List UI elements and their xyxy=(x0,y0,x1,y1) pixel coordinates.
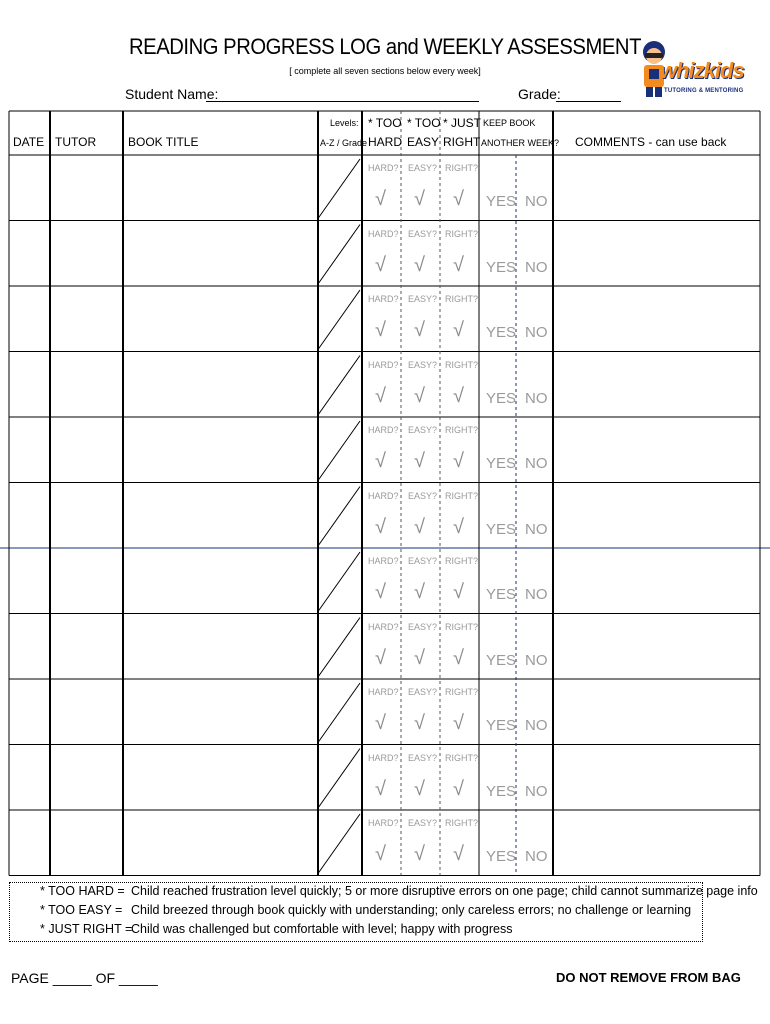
col-header-keep-book: KEEP BOOK xyxy=(483,118,536,128)
keep-book-yes[interactable]: YES xyxy=(486,520,517,538)
too-hard-checkbox[interactable]: √ xyxy=(375,450,386,472)
too-easy-checkbox[interactable]: √ xyxy=(414,384,425,407)
too-easy-label: EASY? xyxy=(408,621,438,632)
page-subtitle: [ complete all seven sections below every week] xyxy=(289,66,481,76)
too-easy-checkbox[interactable]: √ xyxy=(414,581,425,603)
too-hard-checkbox[interactable]: √ xyxy=(375,319,386,341)
too-easy-label: EASY? xyxy=(408,556,438,566)
col-header-too-easy-2: EASY xyxy=(407,135,440,149)
too-easy-label: EASY? xyxy=(408,228,438,239)
col-header-too-hard-2: HARD xyxy=(368,135,403,149)
too-easy-label: EASY? xyxy=(408,687,438,697)
too-hard-checkbox[interactable]: √ xyxy=(375,843,386,865)
col-header-comments: COMMENTS - can use back xyxy=(575,135,727,149)
too-hard-checkbox[interactable]: √ xyxy=(375,581,386,603)
too-easy-checkbox[interactable]: √ xyxy=(414,843,425,865)
legend-too-hard-key: * TOO HARD = xyxy=(40,884,125,898)
col-header-another-week: ANOTHER WEEK? xyxy=(481,138,560,148)
too-hard-label: HARD? xyxy=(368,359,399,370)
just-right-checkbox[interactable]: √ xyxy=(453,712,464,734)
too-hard-label: HARD? xyxy=(368,228,399,239)
bag-notice: DO NOT REMOVE FROM BAG xyxy=(556,970,741,985)
just-right-label: RIGHT? xyxy=(445,621,479,632)
too-easy-checkbox[interactable]: √ xyxy=(414,515,425,538)
keep-book-yes[interactable]: YES xyxy=(486,389,517,407)
col-header-just-right-1: * JUST xyxy=(443,116,482,130)
just-right-checkbox[interactable]: √ xyxy=(453,450,464,472)
col-header-levels: Levels: xyxy=(330,118,359,128)
keep-book-no[interactable]: NO xyxy=(525,389,548,407)
keep-book-yes[interactable]: YES xyxy=(486,586,517,603)
just-right-checkbox[interactable]: √ xyxy=(453,581,464,603)
too-easy-checkbox[interactable]: √ xyxy=(414,450,425,472)
too-easy-checkbox[interactable]: √ xyxy=(414,188,425,210)
legend-just-right-key: * JUST RIGHT = xyxy=(40,922,133,936)
too-easy-checkbox[interactable]: √ xyxy=(414,712,425,734)
too-hard-label: HARD? xyxy=(368,818,399,828)
logo-word: whizkids xyxy=(660,58,744,83)
just-right-checkbox[interactable]: √ xyxy=(453,646,464,669)
keep-book-no[interactable]: NO xyxy=(525,717,548,734)
just-right-label: RIGHT? xyxy=(445,425,479,435)
keep-book-yes[interactable]: YES xyxy=(486,324,517,341)
too-hard-checkbox[interactable]: √ xyxy=(375,515,386,538)
keep-book-yes[interactable]: YES xyxy=(486,193,517,210)
too-hard-checkbox[interactable]: √ xyxy=(375,777,386,800)
just-right-label: RIGHT? xyxy=(445,163,479,173)
just-right-label: RIGHT? xyxy=(445,490,479,501)
too-easy-label: EASY? xyxy=(408,359,438,370)
keep-book-yes[interactable]: YES xyxy=(486,848,517,865)
legend-too-easy-key: * TOO EASY = xyxy=(40,903,123,917)
too-hard-checkbox[interactable]: √ xyxy=(375,712,386,734)
too-easy-checkbox[interactable]: √ xyxy=(414,646,425,669)
just-right-label: RIGHT? xyxy=(445,687,479,697)
legend-too-easy-text: Child breezed through book quickly with understanding; only careless errors; no challenge or learning xyxy=(131,903,692,917)
keep-book-no[interactable]: NO xyxy=(525,193,548,210)
too-easy-checkbox[interactable]: √ xyxy=(414,253,425,276)
just-right-checkbox[interactable]: √ xyxy=(453,843,464,865)
just-right-label: RIGHT? xyxy=(445,818,479,828)
too-hard-label: HARD? xyxy=(368,294,399,304)
too-hard-label: HARD? xyxy=(368,425,399,435)
col-header-levels-scale: A-Z / Grade xyxy=(320,138,368,148)
just-right-checkbox[interactable]: √ xyxy=(453,384,464,407)
too-hard-checkbox[interactable]: √ xyxy=(375,188,386,210)
just-right-checkbox[interactable]: √ xyxy=(453,319,464,341)
just-right-checkbox[interactable]: √ xyxy=(453,253,464,276)
too-hard-label: HARD? xyxy=(368,687,399,697)
too-hard-checkbox[interactable]: √ xyxy=(375,646,386,669)
just-right-checkbox[interactable]: √ xyxy=(453,515,464,538)
too-hard-checkbox[interactable]: √ xyxy=(375,253,386,276)
keep-book-yes[interactable]: YES xyxy=(486,651,517,669)
col-header-date: DATE xyxy=(13,135,45,149)
keep-book-yes[interactable]: YES xyxy=(486,782,517,800)
just-right-checkbox[interactable]: √ xyxy=(453,188,464,210)
col-header-just-right-2: RIGHT xyxy=(443,135,481,149)
col-header-tutor: TUTOR xyxy=(55,135,97,149)
student-name-label: Student Name: xyxy=(125,86,219,102)
too-easy-label: EASY? xyxy=(408,490,438,501)
page-title: READING PROGRESS LOG and WEEKLY ASSESSMENT xyxy=(129,34,641,59)
just-right-checkbox[interactable]: √ xyxy=(453,777,464,800)
just-right-label: RIGHT? xyxy=(445,228,479,239)
just-right-label: RIGHT? xyxy=(445,359,479,370)
too-easy-label: EASY? xyxy=(408,425,438,435)
keep-book-no[interactable]: NO xyxy=(525,848,548,865)
just-right-label: RIGHT? xyxy=(445,556,479,566)
too-easy-label: EASY? xyxy=(408,752,438,763)
keep-book-yes[interactable]: YES xyxy=(486,258,517,276)
keep-book-no[interactable]: NO xyxy=(525,782,548,800)
legend-just-right-text: Child was challenged but comfortable with level; happy with progress xyxy=(131,922,513,936)
keep-book-yes[interactable]: YES xyxy=(486,455,517,472)
just-right-label: RIGHT? xyxy=(445,752,479,763)
keep-book-no[interactable]: NO xyxy=(525,586,548,603)
col-header-too-easy-1: * TOO xyxy=(407,116,441,130)
keep-book-no[interactable]: NO xyxy=(525,455,548,472)
page-number-field[interactable]: PAGE _____ OF _____ xyxy=(11,970,158,986)
col-header-too-hard-1: * TOO xyxy=(368,116,402,130)
keep-book-no[interactable]: NO xyxy=(525,651,548,669)
logo-tagline: TUTORING & MENTORING xyxy=(664,88,744,94)
just-right-label: RIGHT? xyxy=(445,294,479,304)
grade-label: Grade: xyxy=(518,86,561,102)
keep-book-no[interactable]: NO xyxy=(525,258,548,276)
too-hard-label: HARD? xyxy=(368,621,399,632)
too-easy-label: EASY? xyxy=(408,163,438,173)
too-hard-checkbox[interactable]: √ xyxy=(375,384,386,407)
too-hard-label: HARD? xyxy=(368,163,399,173)
too-hard-label: HARD? xyxy=(368,752,399,763)
too-hard-label: HARD? xyxy=(368,490,399,501)
keep-book-yes[interactable]: YES xyxy=(486,717,517,734)
too-hard-label: HARD? xyxy=(368,556,399,566)
col-header-book-title: BOOK TITLE xyxy=(128,135,199,149)
too-easy-label: EASY? xyxy=(408,818,438,828)
too-easy-checkbox[interactable]: √ xyxy=(414,777,425,800)
legend-too-hard-text: Child reached frustration level quickly; 5 or more disruptive errors on one page; child cannot summarize page info xyxy=(131,884,758,898)
keep-book-no[interactable]: NO xyxy=(525,324,548,341)
keep-book-no[interactable]: NO xyxy=(525,520,548,538)
too-easy-label: EASY? xyxy=(408,294,438,304)
too-easy-checkbox[interactable]: √ xyxy=(414,319,425,341)
